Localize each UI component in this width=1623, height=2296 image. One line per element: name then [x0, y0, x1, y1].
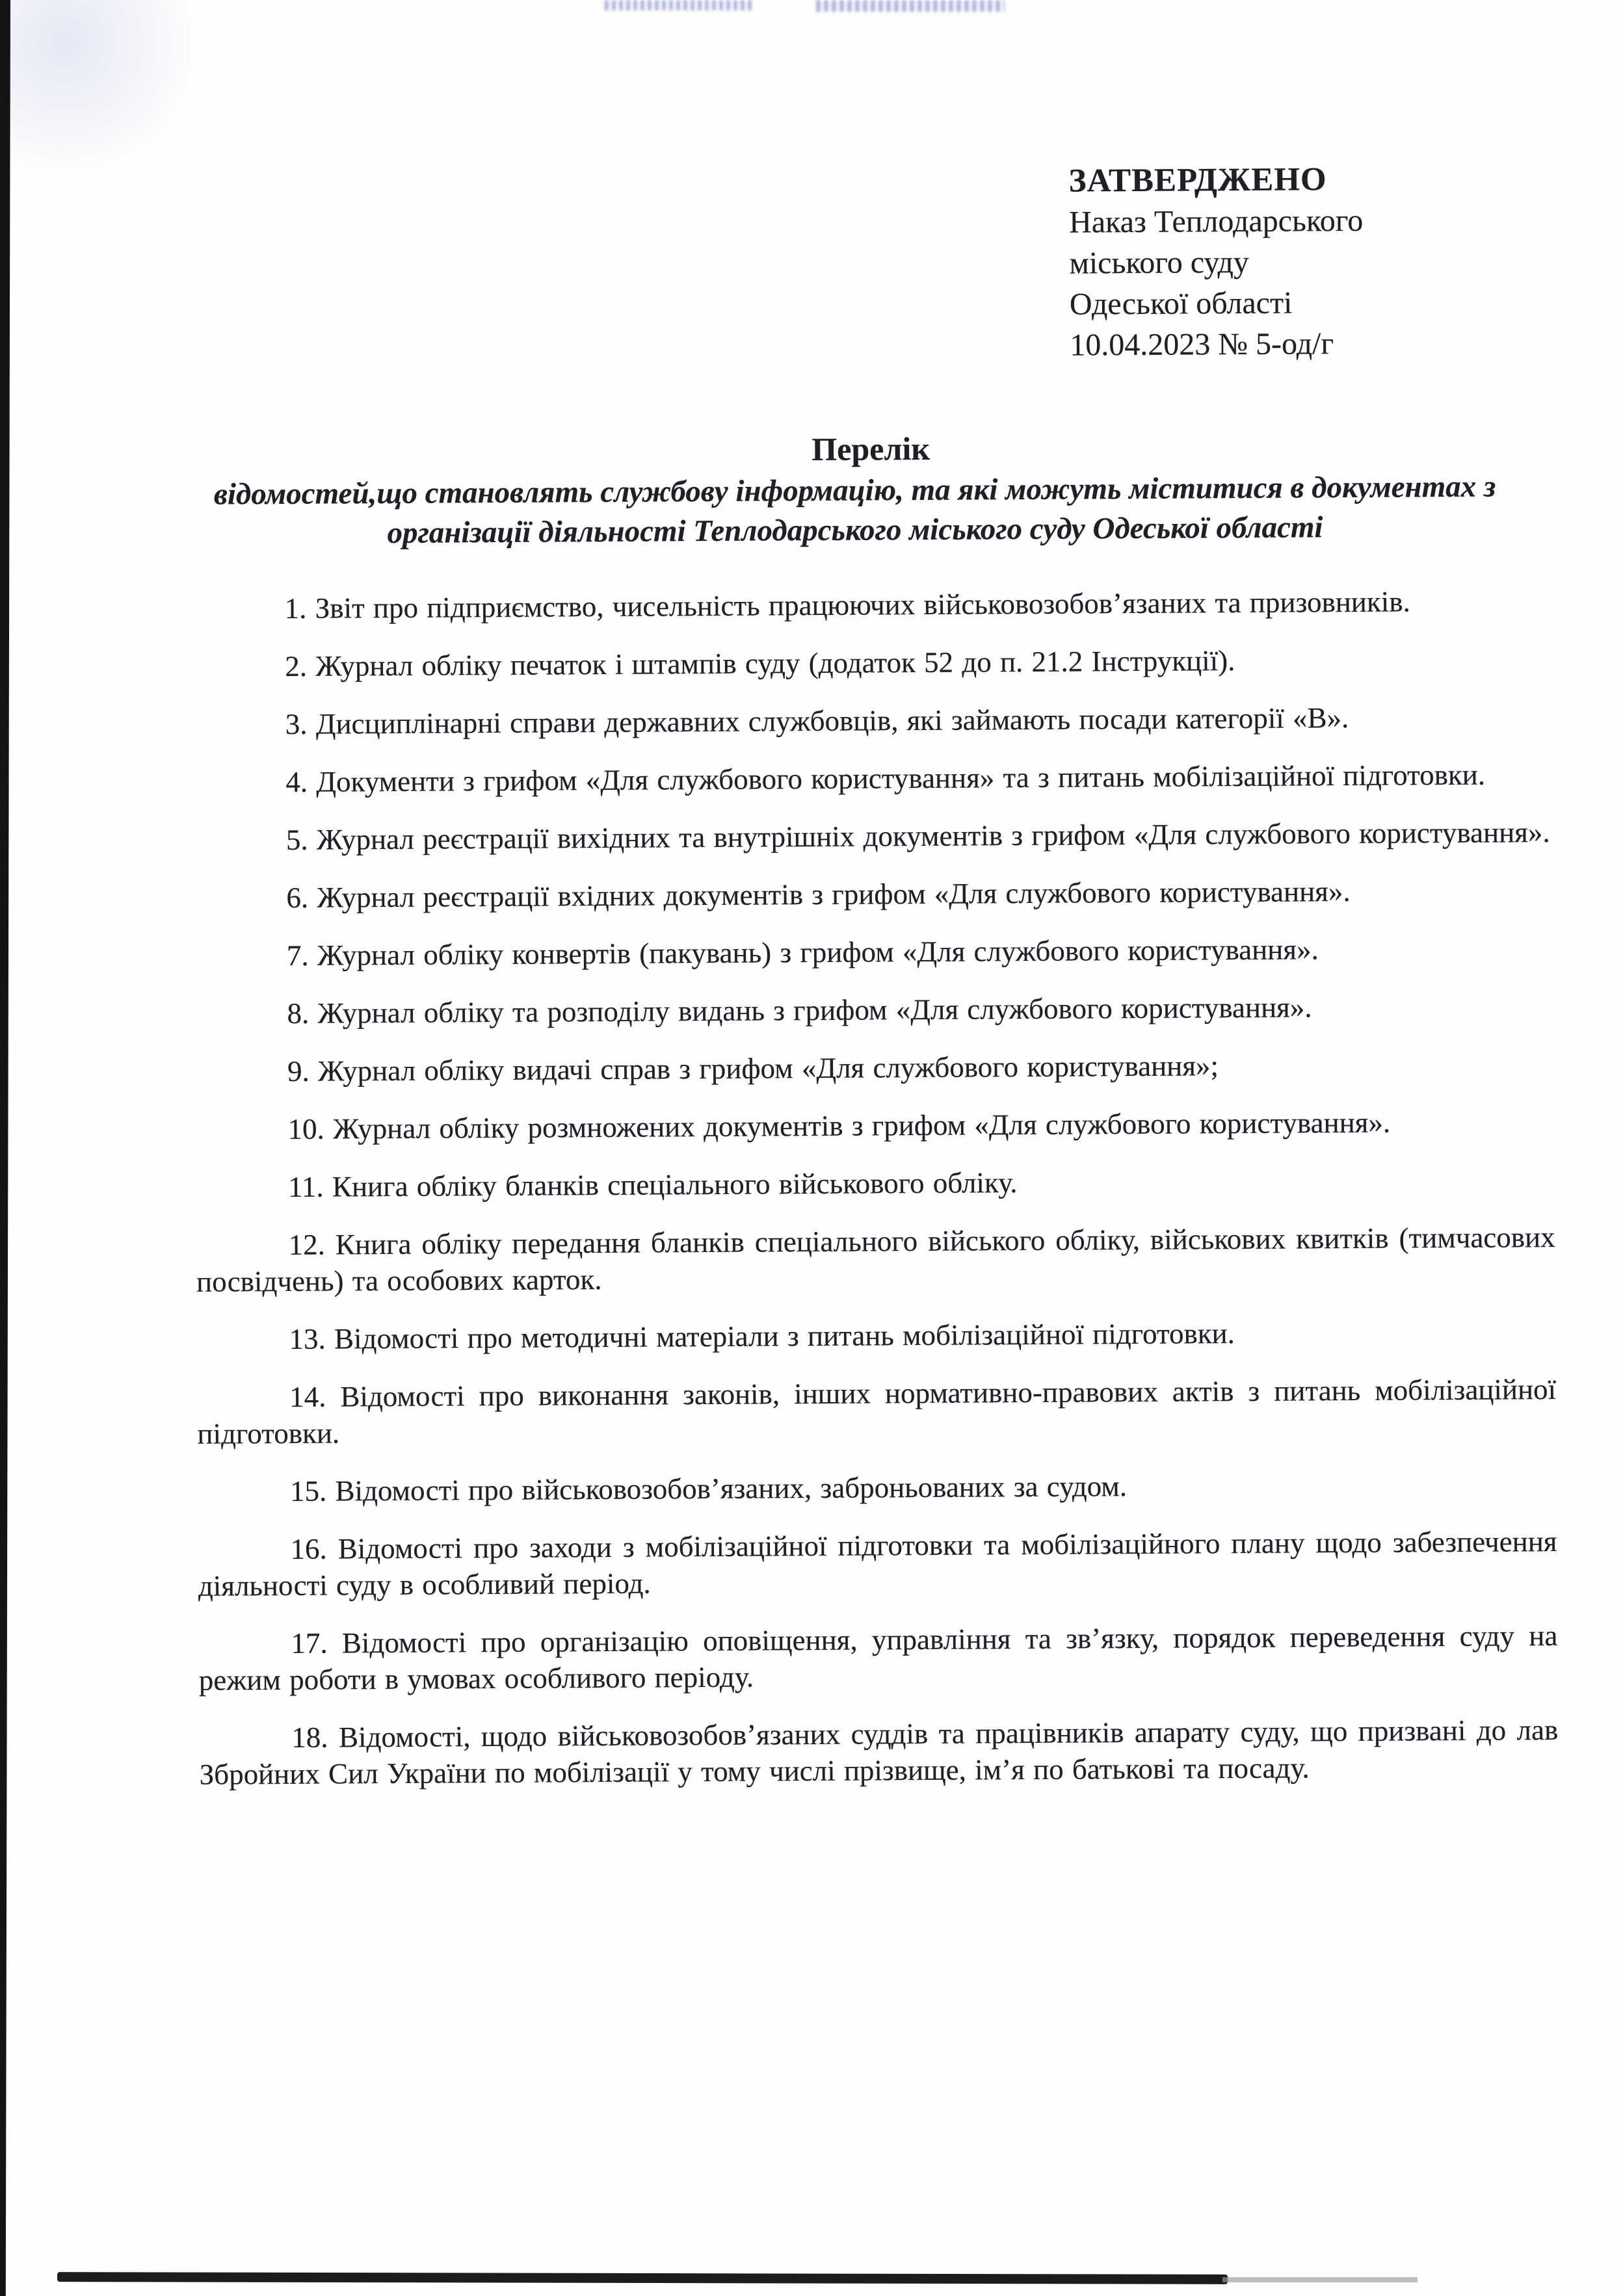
- approval-block: [1069, 158, 1590, 366]
- scan-edge-bottom-artifact: [57, 2272, 1228, 2284]
- approval-stamp-title: ЗАТВЕРДЖЕНО: [1068, 161, 1327, 200]
- list-item-6: 6. Журнал реєстрації вхідних документів з грифом «Для службового користування».: [286, 874, 1351, 914]
- document-title: Перелік: [812, 430, 930, 468]
- list-item-8: 8. Журнал обліку та розподілу видань з грифом «Для службового користування».: [287, 991, 1312, 1030]
- list-item-14: 14. Відомості про виконання законів, інших нормативно-правових актів з питань мобілізаційної підготовки.: [197, 1373, 1557, 1450]
- list-item-17: 17. Відомості про організацію оповіщення, управління та зв’язку, порядок переведення суду на режим роботи в умовах особливого періоду.: [198, 1619, 1558, 1697]
- scan-edge-bottom-faint-artifact: [1222, 2277, 1418, 2282]
- list-item-11: 11. Книга обліку бланків спеціального військового обліку.: [287, 1166, 1018, 1203]
- list-item-5: 5. Журнал реєстрації вихідних та внутрішніх документів з грифом «Для службового користування».: [285, 816, 1550, 856]
- approval-order-date-number: 10.04.2023 № 5-од/г: [1070, 326, 1334, 363]
- approval-line: міського суду: [1069, 244, 1249, 281]
- approval-line: Одеської області: [1069, 285, 1293, 322]
- list-item-15: 15. Відомості про військовозобов’язаних, заброньованих за судом.: [289, 1470, 1128, 1507]
- list-item-3: 3. Дисциплінарні справи державних службовців, які займають посади категорії «В».: [285, 701, 1349, 740]
- list-item-1: 1. Звіт про підприємство, чисельність працюючих військовозобов’язаних та призовників.: [284, 585, 1410, 625]
- list-item-7: 7. Журнал обліку конвертів (пакувань) з грифом «Для службового користування».: [286, 933, 1319, 972]
- list-item-16: 16. Відомості про заходи з мобілізаційної підготовки та мобілізаційного плану щодо забезпечення діяльності суду в особливий період.: [198, 1525, 1557, 1602]
- document-subtitle: відомостей,що становлять службову інформацію, та які можуть міститися в документах з організації діяльності Теплодарського міського суду Одеської області: [213, 469, 1496, 551]
- scan-noise-top-artifact: [816, 0, 1005, 12]
- numbered-list: [4, 582, 1623, 1794]
- list-item-4: 4. Документи з грифом «Для службового користування» та з питань мобілізаційної підготовки.: [285, 758, 1486, 798]
- list-item-2: 2. Журнал обліку печаток і штампів суду (додаток 52 до п. 21.2 Інструкції).: [285, 644, 1235, 683]
- list-item-18: 18. Відомості, щодо військовозобов’язаних суддів та працівників апарату суду, що призвані до лав Збройних Сил України по мобілізації у тому числі прізвище, ім’я по батькові та посаду.: [199, 1714, 1559, 1791]
- list-item-9: 9. Журнал обліку видачі справ з грифом «Для службового користування»;: [287, 1049, 1219, 1088]
- scan-noise-corner-artifact: [9, 0, 191, 169]
- approval-line: Наказ Теплодарського: [1068, 203, 1364, 240]
- list-item-10: 10. Журнал обліку розмножених документів з грифом «Для службового користування».: [287, 1106, 1391, 1145]
- list-item-12: 12. Книга обліку передання бланків спеціального війського обліку, військових квитків (тимчасових посвідчень) та особових карток.: [196, 1221, 1555, 1298]
- list-item-13: 13. Відомості про методичні матеріали з питань мобілізаційної підготовки.: [289, 1317, 1235, 1355]
- scan-noise-top-artifact: [605, 0, 754, 10]
